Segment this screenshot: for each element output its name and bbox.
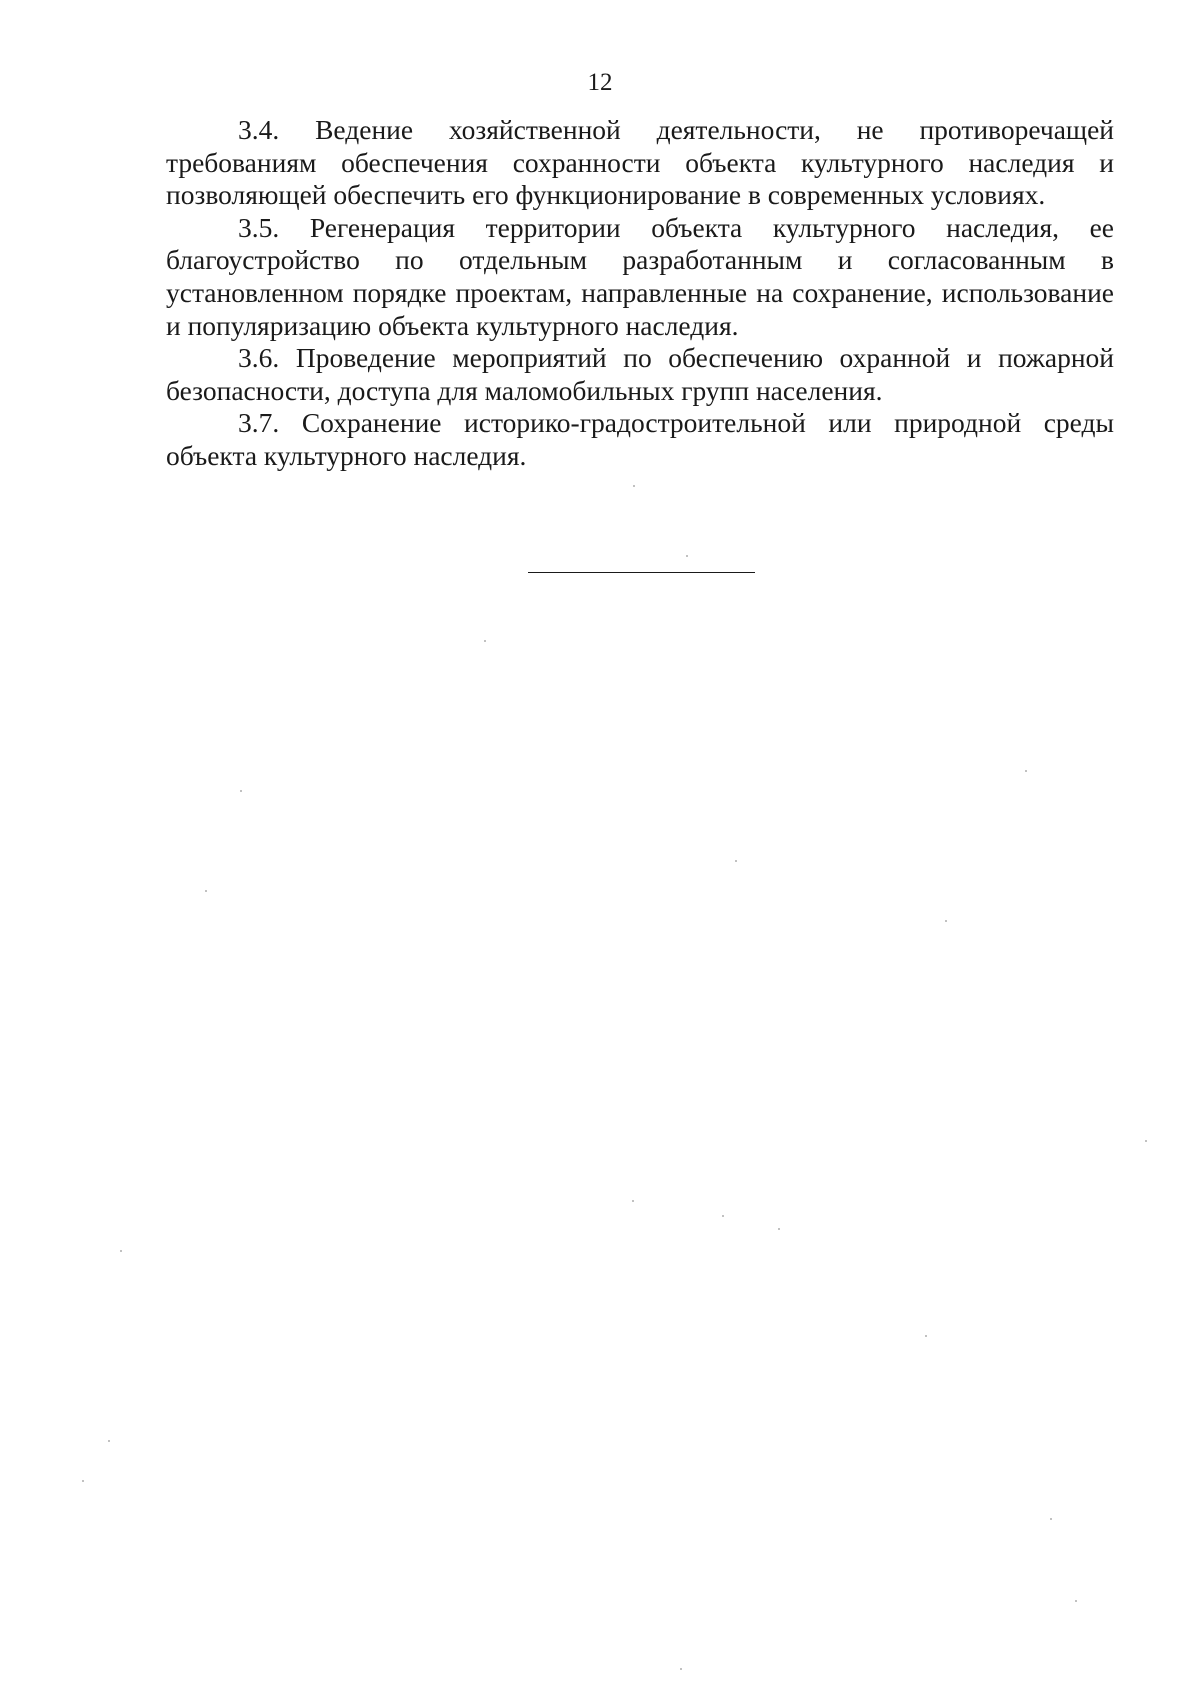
paragraph-number: 3.4. [238, 114, 280, 145]
page-number: 12 [587, 69, 613, 96]
scan-speck [735, 860, 737, 862]
scan-speck [484, 640, 486, 642]
end-of-text-rule [528, 572, 755, 573]
scan-speck [686, 555, 688, 557]
scan-speck [240, 790, 242, 792]
scan-speck [945, 920, 947, 922]
scan-speck [680, 1668, 682, 1670]
scan-speck [120, 1250, 122, 1252]
document-body [166, 114, 1114, 473]
scan-speck [633, 485, 635, 487]
paragraph-text: Проведение мероприятий по обеспечению охранной и пожарной безопасности, доступа для маломобильных групп населения. [166, 342, 1115, 406]
paragraph-3-7 [166, 407, 1114, 472]
paragraph-3-4 [166, 114, 1114, 212]
paragraph-number: 3.5. [238, 211, 280, 243]
paragraph-3-6 [166, 342, 1114, 407]
paragraph-text: Сохранение историко-градостроительной или природной среды объекта культурного наследия. [166, 407, 1114, 471]
scan-speck [1050, 1518, 1052, 1520]
paragraph-3-5 [166, 212, 1114, 342]
scan-speck [205, 890, 207, 892]
scan-speck [1145, 1140, 1147, 1142]
paragraph-text: Регенерация территории объекта культурного наследия, ее благоустройство по отдельным разработанным и согласованным в установленном порядке проектам, направленные на сохранение, использование и популяризацию объекта культурного наследия. [166, 211, 1115, 341]
scan-speck [1075, 1600, 1077, 1602]
scan-speck [778, 1228, 780, 1230]
scan-speck [108, 1440, 110, 1442]
paragraph-number: 3.7. [238, 407, 280, 439]
paragraph-text: Ведение хозяйственной деятельности, не противоречащей требованиям обеспечения сохранности объекта культурного наследия и позволяющей обеспечить его функционирование в современных условиях. [166, 114, 1115, 211]
scan-speck [632, 1200, 634, 1202]
paragraph-number: 3.6. [238, 342, 280, 374]
scan-speck [82, 1480, 84, 1482]
scan-speck [925, 1335, 927, 1337]
scan-speck [1025, 770, 1027, 772]
scan-speck [722, 1215, 724, 1217]
